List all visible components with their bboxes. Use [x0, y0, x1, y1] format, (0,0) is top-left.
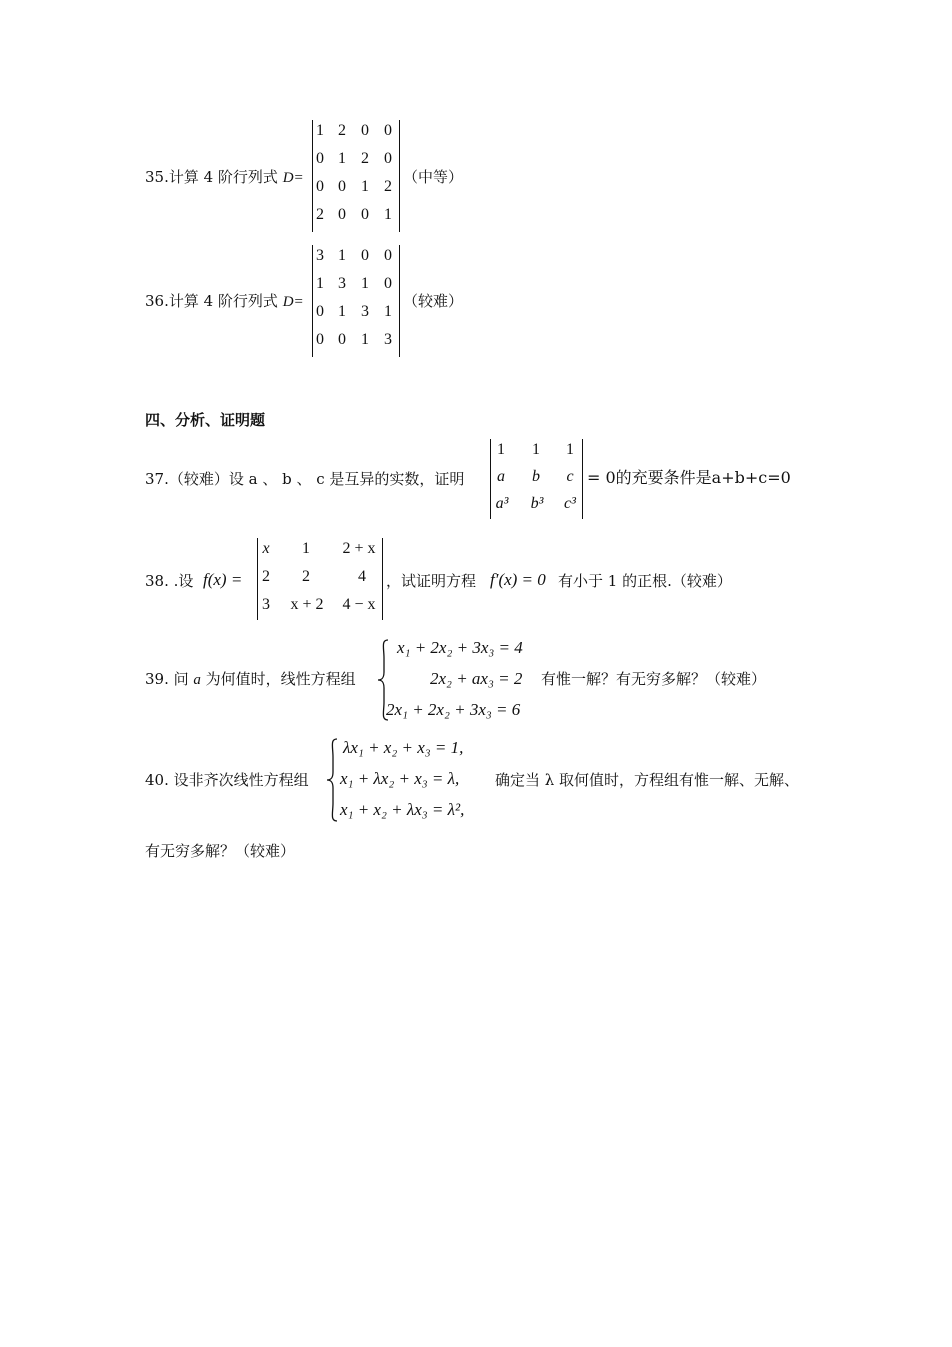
matrix-cell: 0 — [316, 178, 324, 195]
matrix-cell: 0 — [316, 331, 324, 348]
matrix-cell: 2 — [262, 568, 270, 585]
q40-equation-1: λx₁ + x₂ + x₃ = 1, — [343, 738, 464, 757]
matrix-cell: b — [532, 468, 540, 485]
matrix-cell: 1 — [384, 206, 392, 223]
q36-label — [145, 291, 304, 312]
q39-label-post: 为何值时，线性方程组 — [200, 670, 356, 688]
q35-var: D= — [282, 170, 304, 186]
matrix-cell: 0 — [361, 247, 369, 264]
q35-determinant — [312, 120, 400, 232]
matrix-cell: 0 — [338, 206, 346, 223]
q39-var: a — [193, 672, 201, 688]
matrix-cell: 0 — [316, 303, 324, 320]
matrix-cell: 1 — [532, 441, 540, 458]
matrix-cell: 1 — [384, 303, 392, 320]
matrix-cell: 1 — [316, 275, 324, 292]
matrix-cell: 2 + x — [342, 540, 376, 557]
matrix-cell: 1 — [302, 540, 310, 557]
matrix-cell: x + 2 — [290, 596, 324, 613]
q39-label-pre: 39. 问 — [145, 670, 194, 688]
q37-tail: = 0的充要条件是a+b+c=0 — [587, 468, 791, 487]
q38-determinant — [257, 538, 383, 620]
q36-var: D= — [282, 294, 304, 310]
q40-label: 40. 设非齐次线性方程组 — [145, 771, 309, 789]
matrix-cell: 1 — [361, 275, 369, 292]
matrix-cell: 4 − x — [342, 596, 376, 613]
q39-tail: 有惟一解？有无穷多解？（较难） — [541, 670, 767, 688]
matrix-cell: 3 — [384, 331, 392, 348]
matrix-cell: 0 — [338, 178, 346, 195]
q37-determinant — [490, 439, 583, 519]
matrix-cell: 0 — [338, 331, 346, 348]
matrix-cell: 1 — [361, 331, 369, 348]
q40-continuation: 有无穷多解？（较难） — [145, 842, 296, 860]
q38-function: f(x) = — [203, 570, 243, 589]
q38-tail-post: 有小于 1 的正根.（较难） — [558, 572, 732, 590]
q38-label: 38. .设 — [145, 572, 194, 590]
matrix-cell: 1 — [338, 150, 346, 167]
matrix-cell: a³ — [495, 495, 509, 512]
q37-label: 37.（较难）设 a 、 b 、 c 是互异的实数，证明 — [145, 470, 465, 488]
q35-difficulty: （中等） — [403, 168, 464, 186]
matrix-cell: 2 — [302, 568, 310, 585]
matrix-cell: x — [262, 540, 270, 557]
matrix-cell: 0 — [384, 275, 392, 292]
matrix-cell: 1 — [316, 122, 324, 139]
matrix-cell: 3 — [338, 275, 346, 292]
matrix-cell: a — [497, 468, 505, 485]
matrix-cell: 1 — [566, 441, 574, 458]
matrix-cell: 1 — [361, 178, 369, 195]
q38-tail-pre: ，试证明方程 — [386, 572, 477, 590]
matrix-cell: 3 — [262, 596, 270, 613]
q40-tail: 确定当 λ 取何值时，方程组有惟一解、无解、 — [495, 771, 800, 789]
q40-equation-2: x₁ + λx₂ + x₃ = λ, — [340, 769, 460, 788]
matrix-cell: 2 — [384, 178, 392, 195]
q40-left-brace — [325, 737, 341, 823]
matrix-cell: 0 — [384, 150, 392, 167]
matrix-cell: 3 — [316, 247, 324, 264]
matrix-cell: 0 — [361, 206, 369, 223]
q39-equation-2: 2x₂ + ax₃ = 2 — [430, 669, 523, 688]
matrix-cell: 3 — [361, 303, 369, 320]
q36-difficulty: （较难） — [403, 292, 464, 310]
q39-equation-1: x₁ + 2x₂ + 3x₃ = 4 — [397, 638, 523, 657]
matrix-cell: 2 — [361, 150, 369, 167]
q35-label — [145, 167, 304, 188]
matrix-cell: 1 — [338, 303, 346, 320]
matrix-cell: c — [566, 468, 574, 485]
matrix-cell: 0 — [361, 122, 369, 139]
matrix-cell: b³ — [530, 495, 544, 512]
q39-equation-3: 2x₁ + 2x₂ + 3x₃ = 6 — [386, 700, 521, 719]
q40-equation-3: x₁ + x₂ + λx₃ = λ², — [340, 800, 465, 819]
matrix-cell: c³ — [564, 495, 576, 512]
matrix-cell: 1 — [497, 441, 505, 458]
q35-label-text: 35.计算 4 阶行列式 — [145, 168, 283, 186]
q36-determinant — [312, 245, 400, 357]
q38-equation: f′(x) = 0 — [490, 570, 546, 589]
matrix-cell: 0 — [316, 150, 324, 167]
section-heading: 四、分析、证明题 — [145, 411, 266, 429]
matrix-cell: 2 — [338, 122, 346, 139]
matrix-cell: 2 — [316, 206, 324, 223]
matrix-cell: 0 — [384, 247, 392, 264]
matrix-cell: 0 — [384, 122, 392, 139]
q39-label — [145, 669, 356, 690]
q36-label-text: 36.计算 4 阶行列式 — [145, 292, 283, 310]
matrix-cell: 1 — [338, 247, 346, 264]
matrix-cell: 4 — [358, 568, 366, 585]
